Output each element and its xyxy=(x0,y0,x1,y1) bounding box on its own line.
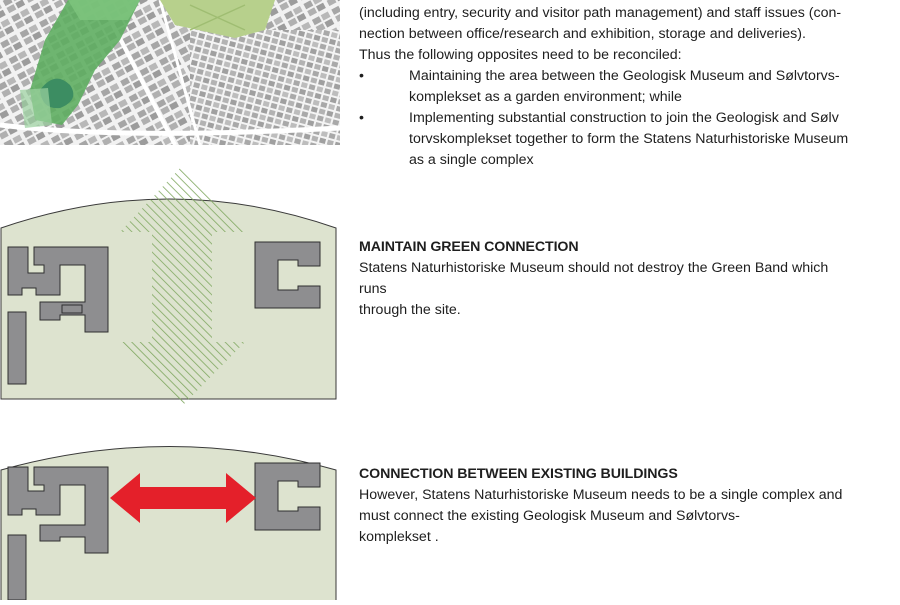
body-line: However, Statens Naturhistoriske Museum needs to be a single complex and xyxy=(359,487,843,503)
intro-text xyxy=(359,3,851,171)
bullet-item xyxy=(359,66,851,108)
bullet-line: as a single complex xyxy=(409,152,534,168)
section-heading: CONNECTION BETWEEN EXISTING BUILDINGS xyxy=(359,466,678,482)
bullet-line: Maintaining the area between the Geologisk Museum and Sølvtorvs- xyxy=(409,68,840,84)
garden-south xyxy=(20,88,52,128)
intro-line: (including entry, security and visitor path management) and staff issues (con- xyxy=(359,5,842,21)
bullet-line: Implementing substantial construction to join the Geologisk and Sølv xyxy=(409,110,839,126)
intro-line: Thus the following opposites need to be reconciled: xyxy=(359,47,682,63)
intro-line: nection between office/research and exhibition, storage and deliveries). xyxy=(359,26,806,42)
bullet-line: komplekset as a garden environment; while xyxy=(409,89,682,105)
body-line: komplekset . xyxy=(359,529,439,545)
building-connection-diagram xyxy=(0,435,340,600)
body-line: Statens Naturhistoriske Museum should not destroy the Green Band which runs xyxy=(359,260,829,297)
green-connection-text xyxy=(359,237,851,321)
bullet-symbol: • xyxy=(359,110,364,126)
green-connection-diagram xyxy=(0,160,340,410)
body-line: must connect the existing Geologisk Museum and Sølvtorvs- xyxy=(359,508,740,524)
body-line: through the site. xyxy=(359,302,461,318)
section-heading: MAINTAIN GREEN CONNECTION xyxy=(359,239,579,255)
site-map-graphic xyxy=(0,0,340,145)
garden-north xyxy=(68,0,140,20)
site-aerial-map xyxy=(0,0,340,145)
building-connection-text xyxy=(359,464,851,548)
bullet-line: torvskomplekset together to form the Statens Naturhistoriske Museum xyxy=(409,131,849,147)
building-connection-graphic xyxy=(0,435,340,600)
bullet-item xyxy=(359,108,851,171)
green-connection-graphic xyxy=(0,160,340,410)
bullet-symbol: • xyxy=(359,68,364,84)
